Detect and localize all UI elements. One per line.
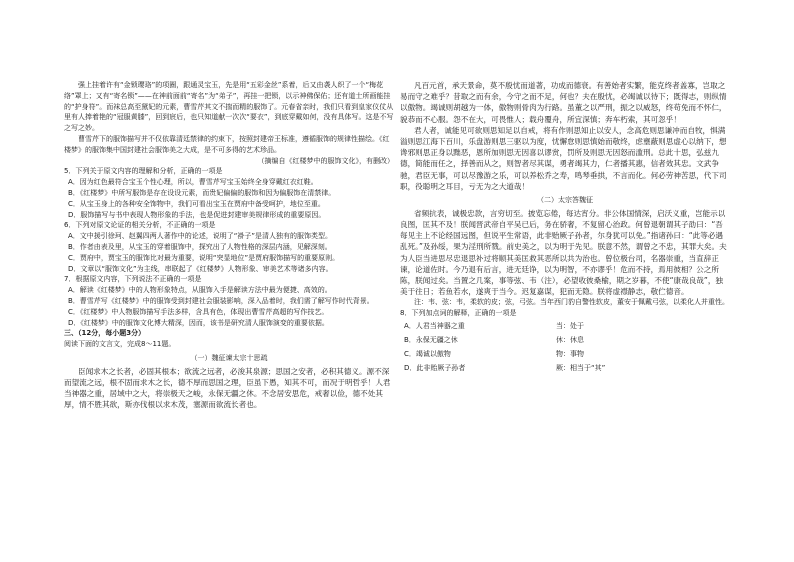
option-c: C．贾府中，贾宝玉的服饰比对最为重要，说明“突显地位”是贾府服饰描写的重要原则。 <box>68 253 340 262</box>
section-heading: 三、（12分，每小题3分） <box>64 329 146 338</box>
option-d: D．文章以“服饰文化”为主线，串联起了《红楼梦》人物形象、审美艺术等诸多内容。 <box>68 264 333 273</box>
option-a: A．因为红色最符合宝玉个性心理，所以，曹雪芹写宝玉始终全身穿戴红衣红鞋。 <box>68 178 318 187</box>
footnote: 注：韦、弦：韦，柔软的皮；弦，弓弦。当年西门豹自警性软皮，董安于佩戴弓弦，以柔化人并重性。 <box>414 298 729 307</box>
option-b: B．《红楼梦》中所写服饰是存在设设元素，而贵妃偏偏的服饰和因为偏服饰在清禁律。 <box>68 188 336 197</box>
passage-title: （一）魏征谏太宗十思疏 <box>190 353 268 362</box>
passage-paragraph: 臣闻求木之长者，必固其根本；欲流之远者，必浚其泉源；思国之安者，必积其德义。源不深而望流之远，根不固而求木之长，德不厚而思国之理，臣虽下愚，知其不可，而况于明哲乎！人君当神器之重，居域中之大，将崇极天之峻，永保无疆之休。不念居安思危，戒奢以俭，德不处其厚，情不胜其欲，斯亦伐根以求木茂，塞源而欲流长者也。 <box>64 366 391 410</box>
option-b: B．永保无疆之休 <box>404 336 458 345</box>
option-c: C．《红楼梦》中人物服饰描写手法多样，含具有色，体现出曹雪芹高超的写作技艺。 <box>68 307 329 316</box>
passage-title: （二）太宗答魏征 <box>537 196 593 205</box>
option-d: D．此非贻厥子孙者 <box>404 364 466 373</box>
option-d-gloss: 厥：相当于“其” <box>556 364 606 373</box>
left-column <box>64 80 394 411</box>
question-5: 5．下列关于原文内容的理解和分析，正确的一项是 <box>64 167 223 176</box>
passage-paragraph: 君人者，诚能见可欲则思知足以自戒，将有作则思知止以安人，念高危则思谦冲而自牧，惧满溢则思江海下百川，乐盘游则思三驱以为度，忧懈怠则思慎始而敬终，虑壅蔽则思虚心以纳下，想谗邪则思正身以黜恶，恩所加则思无因喜以谬赏，罚所及则思无因怒而滥刑。总此十思，弘兹九德，简能而任之，择善而从之，则智者尽其谋，勇者竭其力，仁者播其惠，信者效其忠。文武争驰，君臣无事，可以尽豫游之乐，可以养松乔之寿，鸣琴垂拱，不言而化。何必劳神苦思，代下司职，役聪明之耳目，亏无为之大道哉！ <box>400 125 727 191</box>
passage-paragraph: 省频抗表，诚极忠款，言穷切至。披览忘倦，每达宵分。非公体国情深，启沃义重，岂能示以良图，匡其不及！朕闻晋武帝自平吴已后，务在骄奢，不复留心治政。何曾退朝谓其子劭曰：“吾每见主上不论经国远图，但说平生常语，此非贻厥子孙者，尔身犹可以免。”指诸孙曰：“此等必遇乱死。”及孙绥，果为淫刑所戮。前史美之，以为明于先见。朕意不然，谓曾之不忠，其罪大矣。夫为人臣当进思尽忠退思补过将顺其美匡救其恶所以共为治也。曾位极台司，名器崇重，当直辞正谏，论道佐时。今乃退有后言，进无廷诤，以为明智，不亦谬乎！危而不持，焉用彼相？公之所陈，朕闻过矣。当置之几案，事等弦、韦（注），必望收彼桑榆，期之岁暮，不使“康哉良哉”，独美于往日；若鱼若水，遂爽于当今。迟复嘉谋，犯而无隐。朕将虚襟静志，敬伫德音。 <box>400 208 727 297</box>
option-a-gloss: 当：处于 <box>556 322 584 331</box>
option-d: D．服饰描写与书中表现人物形象的手法，也是促进封建审美规律形成的重要原因。 <box>68 210 326 219</box>
question-8: 8．下列加点词的解释，正确的一项是 <box>400 309 517 318</box>
option-row-b <box>400 333 730 347</box>
option-c: C．从宝玉身上的各种安全饰物中，我们可看出宝玉在贾府中备受呵护，地位至重。 <box>68 199 325 208</box>
option-row-d <box>400 361 730 375</box>
paragraph: 强上挂着许有“金锁璎珞”的项圈，跟通灵宝玉，先是用“五彩金丝”系着，后又由袭人织了一个“梅花络”罩上；又有“寄名锁”——在神前面前“寄名”为“弟子”，再挂一把锁，以示神佛保佑；还有道士所画能挂的“护身符”。而袜总高至黛妃的元素，曹雪芹其文不揣而精的服饰了。元春省亲时，我们只看到皇家仪仗从里有人捧着艳的“冠服黄膝”，回到宸后，也只知道献一次次“要衣”，到底穿戴如何，没有具体写。这是不写之写之妙。 <box>64 81 394 133</box>
source-citation: （摘编自《红楼梦中的服饰文化》，有删改） <box>257 156 394 165</box>
question-7: 7．根据原文内容，下列说法不正确的一项是 <box>64 275 202 284</box>
section-instructions: 阅读下面的文言文，完成8～11题。 <box>64 340 176 349</box>
option-a: A．文中援引徐珂、赵翼四两人著作中的论述，说明了“褂子”是清人独有的服饰类型。 <box>68 232 333 241</box>
option-b-gloss: 休：休息 <box>556 336 584 345</box>
option-a: A．人君当神器之重 <box>404 322 465 331</box>
option-row-c <box>400 347 730 361</box>
question-6: 6．下列对原文论证的相关分析，不正确的一项是 <box>64 221 216 230</box>
option-d: D．《红楼梦》中的服饰文化博大精深，因而，该书是研究清人服饰演变的重要依据。 <box>68 318 329 327</box>
option-b: B．作者由表及里，从宝玉的穿着服饰中，探究出了人物性格的深层内涵，见解深刻。 <box>68 242 332 251</box>
option-b: B．曹雪芹写《红楼梦》中的服饰受到封建社会服装影响，深入品着时，我们需了解写作时代背景。 <box>68 296 374 305</box>
right-column <box>400 80 730 375</box>
option-c: C．竭诚以傲物 <box>404 350 451 359</box>
passage-paragraph: 凡百元首，承天景命，莫不殷忧而道著，功成而德衰。有善始者实繁，能克终者盖寡，岂取之易而守之难乎？昔取之而有余，今守之而不足，何也？夫在殷忧，必竭诚以待下；既得志，则纵情以傲物。竭诚则胡越为一体，傲物则骨肉为行路。虽董之以严刑，振之以威怒，终苟免而不怀仁，貌恭而不心服。怨不在大，可畏惟人；载舟覆舟，所宜深慎；奔车朽索，其可忽乎！ <box>400 81 727 124</box>
option-a: A．解读《红楼梦》中的人物形象特点，从服饰入手是解读方法中最为便捷、高效的。 <box>68 286 332 295</box>
paragraph: 曹雪芹下的服饰描写并不仅依靠清廷禁律的约束下，按照封建帝王标准，遵循服饰的规律性描绘。《红楼梦》的服饰集中国封建社会服饰美之大成，是不可多得的艺术珍品。 <box>64 134 390 154</box>
option-row-a <box>400 319 730 333</box>
option-c-gloss: 物：事物 <box>556 350 584 359</box>
